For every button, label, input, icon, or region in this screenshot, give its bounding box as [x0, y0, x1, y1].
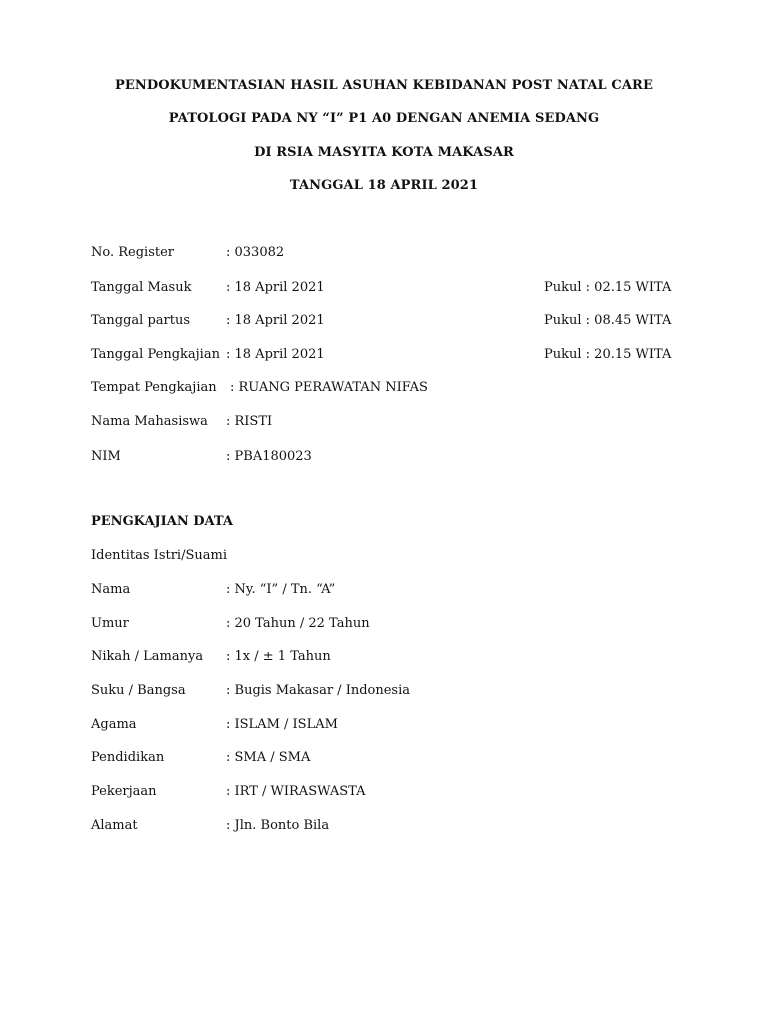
admission-date-row	[91, 280, 691, 298]
assessment-time-value: Pukul : 20.15 WITA	[544, 347, 672, 362]
identity-row-religion	[91, 717, 691, 735]
identity-label: Nikah / Lamanya	[91, 649, 204, 664]
delivery-date-row	[91, 313, 691, 331]
identity-row-address	[91, 818, 691, 836]
register-number-value: : 033082	[226, 245, 285, 260]
register-number-row	[91, 245, 691, 263]
identity-row-ethnicity	[91, 683, 691, 701]
identity-label: Agama	[91, 717, 137, 732]
section-heading: PENGKAJIAN DATA	[91, 514, 233, 529]
student-id-row	[91, 449, 691, 467]
identity-row-education	[91, 750, 691, 768]
identity-value: : Ny. “I” / Tn. “A”	[226, 582, 336, 597]
delivery-date-value: : 18 April 2021	[226, 313, 325, 328]
identity-label: Suku / Bangsa	[91, 683, 186, 698]
identity-label: Pekerjaan	[91, 784, 157, 799]
identity-row-marriage	[91, 649, 691, 667]
identity-label: Alamat	[91, 818, 138, 833]
delivery-time-value: Pukul : 08.45 WITA	[544, 313, 672, 328]
identity-value: : Bugis Makasar / Indonesia	[226, 683, 410, 698]
identity-row-age	[91, 616, 691, 634]
register-number-label: No. Register	[91, 245, 175, 260]
document-title-line-3: DI RSIA MASYITA KOTA MAKASAR	[254, 145, 514, 160]
admission-date-label: Tanggal Masuk	[91, 280, 192, 295]
document-title-line-2: PATOLOGI PADA NY “I” P1 A0 DENGAN ANEMIA SEDANG	[168, 111, 600, 126]
student-id-label: NIM	[91, 449, 121, 464]
identity-label: Pendidikan	[91, 750, 165, 765]
assessment-date-value: : 18 April 2021	[226, 347, 325, 362]
assessment-place-row	[91, 380, 691, 398]
identity-value: : IRT / WIRASWASTA	[226, 784, 366, 799]
document-title-line-1: PENDOKUMENTASIAN HASIL ASUHAN KEBIDANAN POST NATAL CARE	[115, 78, 653, 93]
identity-label: Umur	[91, 616, 129, 631]
admission-time-value: Pukul : 02.15 WITA	[544, 280, 672, 295]
identity-row-occupation	[91, 784, 691, 802]
identity-row-name	[91, 582, 691, 600]
identity-value: : 20 Tahun / 22 Tahun	[226, 616, 370, 631]
delivery-date-label: Tanggal partus	[91, 313, 191, 328]
identity-value: : 1x / ± 1 Tahun	[226, 649, 331, 664]
identity-value: : Jln. Bonto Bila	[226, 818, 330, 833]
document-title-line-4: TANGGAL 18 APRIL 2021	[289, 178, 479, 193]
assessment-place-label: Tempat Pengkajian	[91, 380, 217, 395]
assessment-date-label: Tanggal Pengkajian	[91, 347, 220, 362]
student-id-value: : PBA180023	[226, 449, 312, 464]
admission-date-value: : 18 April 2021	[226, 280, 325, 295]
identity-label: Nama	[91, 582, 131, 597]
student-name-value: : RISTI	[226, 414, 273, 429]
student-name-label: Nama Mahasiswa	[91, 414, 208, 429]
identity-value: : ISLAM / ISLAM	[226, 717, 338, 732]
assessment-date-row	[91, 347, 691, 365]
identity-value: : SMA / SMA	[226, 750, 311, 765]
student-name-row	[91, 414, 691, 432]
assessment-place-value: : RUANG PERAWATAN NIFAS	[230, 380, 428, 395]
identity-subheading: Identitas Istri/Suami	[91, 548, 227, 563]
